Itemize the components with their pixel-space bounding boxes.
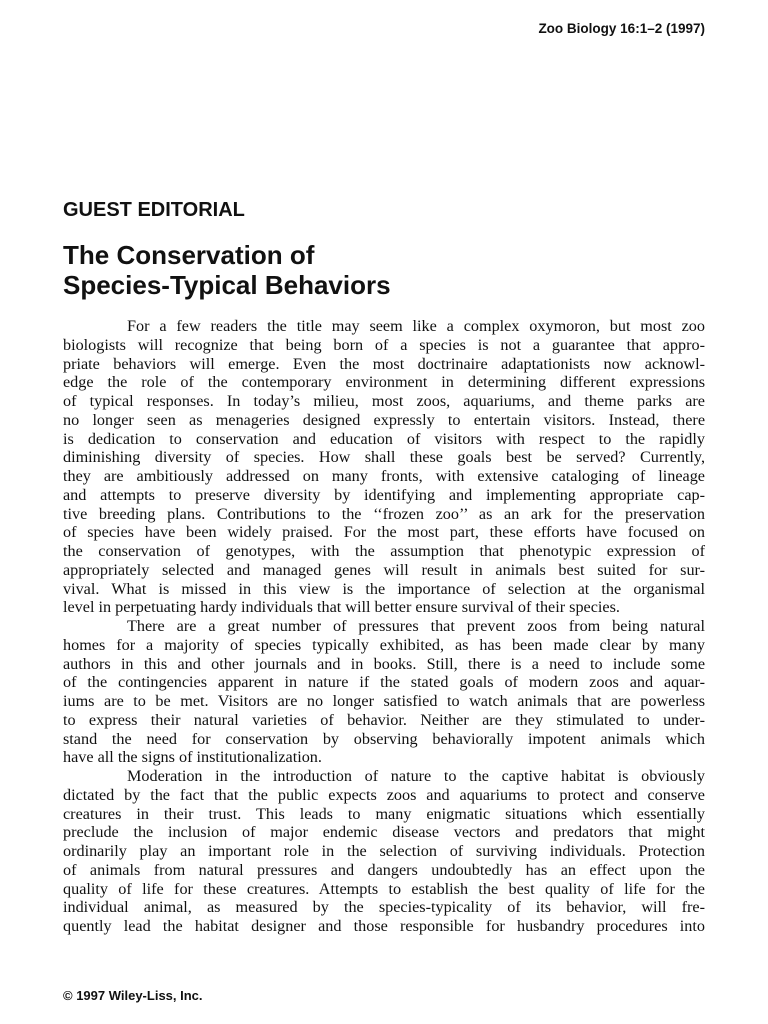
journal-citation: Zoo Biology 16:1–2 (1997): [538, 21, 705, 36]
paragraph-line: tive breeding plans. Contributions to the ‘‘frozen zoo’’ as an ark for the preservation: [63, 504, 705, 523]
paragraph-line: diminishing diversity of species. How shall these goals best be served? Currently,: [63, 448, 705, 467]
paragraph-line: have all the signs of institutionalization.: [63, 748, 322, 767]
article-title: [63, 240, 391, 300]
copyright-notice: © 1997 Wiley-Liss, Inc.: [63, 988, 203, 1003]
paragraph-line: There are a great number of pressures that prevent zoos from being natural: [127, 617, 705, 635]
paragraph-line: quently lead the habitat designer and those responsible for husbandry procedures into: [63, 917, 705, 935]
paragraph-line: the conservation of genotypes, with the assumption that phenotypic expression of: [63, 542, 705, 560]
paragraph-line: level in perpetuating hardy individuals that will better ensure survival of their species.: [63, 598, 620, 617]
paragraph-line: to express their natural varieties of behavior. Neither are they stimulated to under-: [63, 710, 705, 729]
paragraph-line: appropriately selected and managed genes will result in animals best suited for sur-: [63, 560, 705, 579]
paragraph-line: iums are to be met. Visitors are no longer satisfied to watch animals that are powerless: [63, 692, 705, 710]
paragraph-line: of the contingencies apparent in nature if the stated goals of modern zoos and aquar-: [63, 673, 705, 692]
paragraph-line: dictated by the fact that the public expects zoos and aquariums to protect and conserve: [63, 785, 705, 804]
article-title-line-1: The Conservation of: [63, 240, 315, 270]
paragraph-line: quality of life for these creatures. Attempts to establish the best quality of life for the: [63, 879, 705, 898]
paragraph-line: Moderation in the introduction of nature to the captive habitat is obviously: [127, 767, 705, 785]
paragraph-line: preclude the inclusion of major endemic disease vectors and predators that might: [63, 823, 705, 842]
article-title-line-2: Species-Typical Behaviors: [63, 270, 391, 300]
paragraph: [63, 617, 705, 767]
paragraph-line: individual animal, as measured by the species-typicality of its behavior, will fre-: [63, 898, 705, 917]
paragraph-line: edge the role of the contemporary environment in determining different expressions: [63, 373, 705, 392]
paragraph-line: is dedication to conservation and education of visitors with respect to the rapidly: [63, 429, 705, 448]
paragraph: [63, 317, 705, 617]
paragraph-line: creatures in their trust. This leads to many enigmatic situations which essentially: [63, 804, 705, 823]
paragraph-line: stand the need for conservation by observing behaviorally impotent animals which: [63, 729, 705, 748]
article-body: [63, 317, 705, 936]
paragraph-line: of species have been widely praised. For the most part, these efforts have focused on: [63, 523, 705, 542]
paragraph-line: vival. What is missed in this view is the importance of selection at the organismal: [63, 579, 705, 598]
paragraph: [63, 767, 705, 936]
paragraph-line: they are ambitiously addressed on many fronts, with extensive cataloging of lineage: [63, 467, 705, 485]
paragraph-line: no longer seen as menageries designed expressly to entertain visitors. Instead, there: [63, 410, 705, 429]
paragraph-line: ordinarily play an important role in the selection of surviving individuals. Protection: [63, 842, 705, 860]
paragraph-line: of animals from natural pressures and dangers undoubtedly has an effect upon the: [63, 860, 705, 879]
paragraph-line: authors in this and other journals and in books. Still, there is a need to include some: [63, 654, 705, 673]
paragraph-line: of typical responses. In today’s milieu, most zoos, aquariums, and theme parks are: [63, 392, 705, 410]
section-label: GUEST EDITORIAL: [63, 199, 245, 221]
paragraph-line: homes for a majority of species typically exhibited, as has been made clear by many: [63, 635, 705, 654]
paragraph-line: biologists will recognize that being born of a species is not a guarantee that appro-: [63, 335, 705, 354]
paragraph-line: and attempts to preserve diversity by identifying and implementing appropriate cap-: [63, 485, 705, 504]
paragraph-line: priate behaviors will emerge. Even the most doctrinaire adaptationists now acknowl-: [63, 354, 705, 373]
paragraph-line: For a few readers the title may seem like a complex oxymoron, but most zoo: [127, 317, 705, 335]
